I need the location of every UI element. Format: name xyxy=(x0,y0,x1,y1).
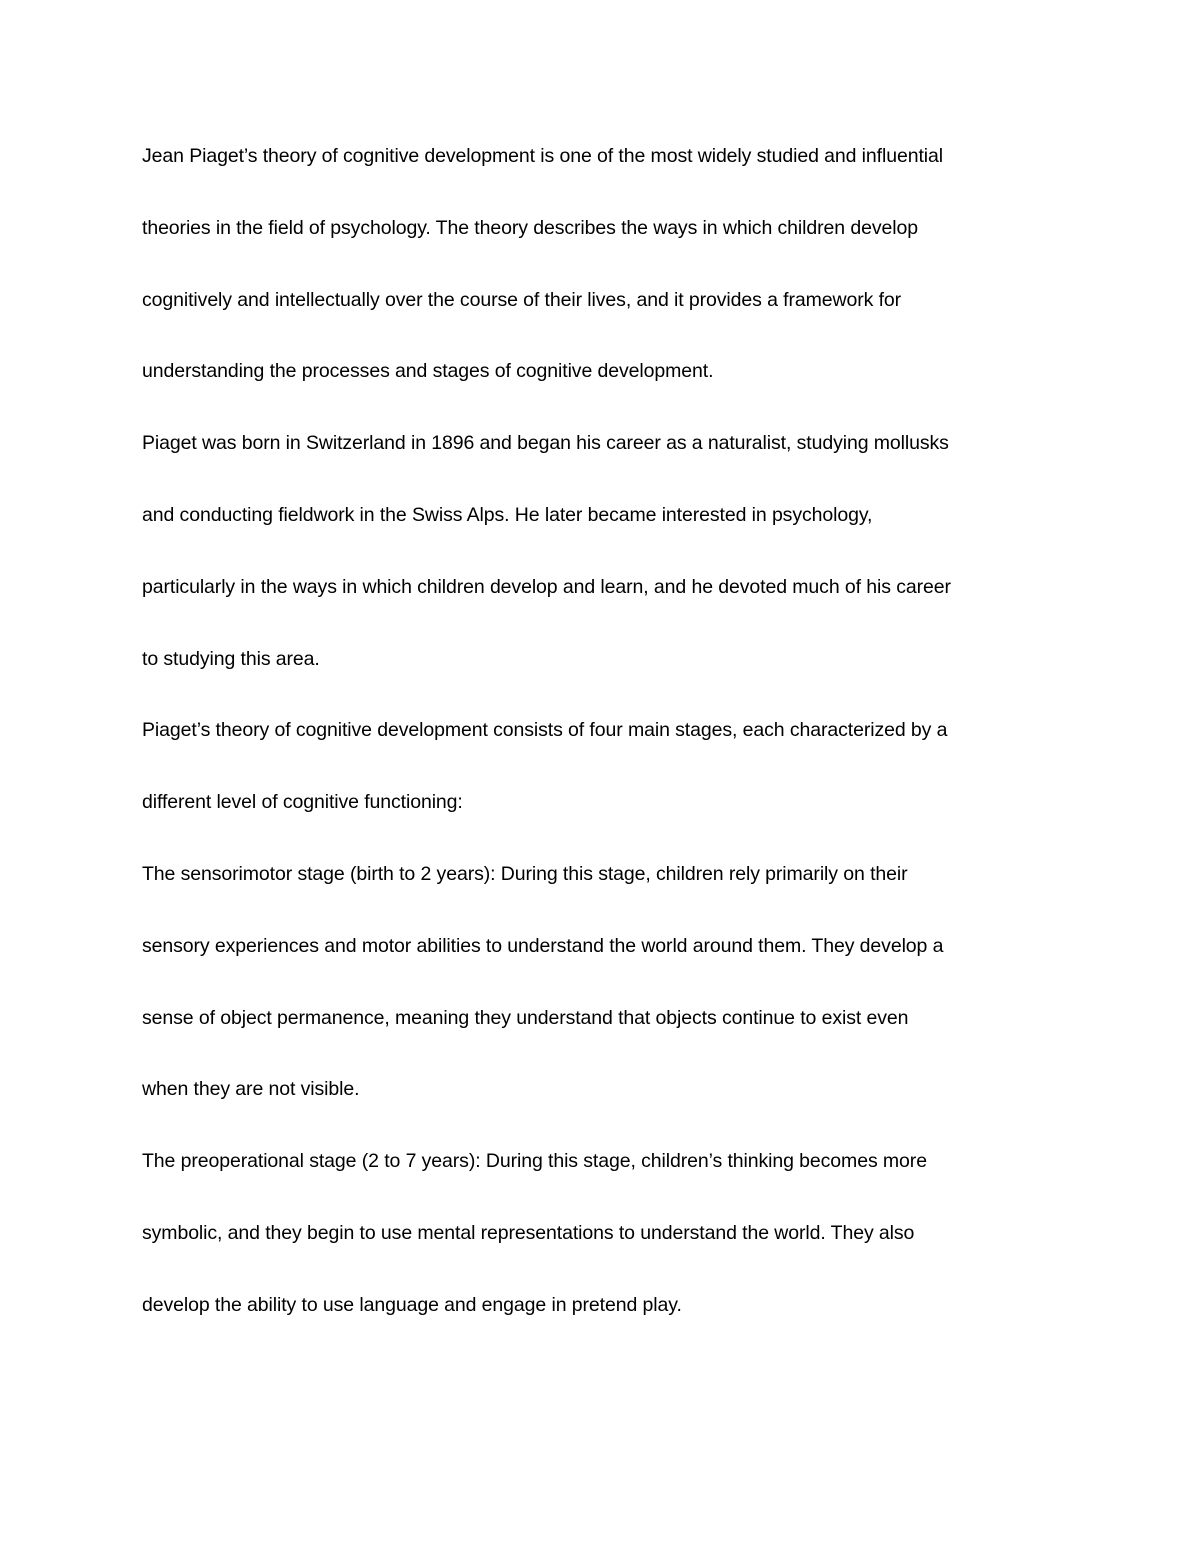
text-line: The preoperational stage (2 to 7 years): During this stage, children’s thinking becomes more xyxy=(142,1150,927,1173)
text-line: symbolic, and they begin to use mental representations to understand the world. They also xyxy=(142,1221,915,1244)
text-line: sense of object permanence, meaning they understand that objects continue to exist even xyxy=(142,1006,909,1029)
text-line: Piaget was born in Switzerland in 1896 and began his career as a naturalist, studying mollusks xyxy=(142,432,949,455)
text-line: and conducting fieldwork in the Swiss Alps. He later became interested in psychology, xyxy=(142,503,873,526)
document-body xyxy=(142,137,1062,1358)
text-line: Jean Piaget’s theory of cognitive development is one of the most widely studied and influential xyxy=(142,145,943,167)
text-line: different level of cognitive functioning: xyxy=(142,791,463,814)
text-line: Piaget’s theory of cognitive development consists of four main stages, each characterized by a xyxy=(142,719,948,742)
text-line: develop the ability to use language and engage in pretend play. xyxy=(142,1293,682,1316)
text-line: particularly in the ways in which children develop and learn, and he devoted much of his career xyxy=(142,575,951,598)
text-line: The sensorimotor stage (birth to 2 years): During this stage, children rely primarily on their xyxy=(142,862,908,885)
text-line: cognitively and intellectually over the course of their lives, and it provides a framework for xyxy=(142,288,902,311)
text-line: understanding the processes and stages of cognitive development. xyxy=(142,360,714,383)
text-line: sensory experiences and motor abilities to understand the world around them. They develop a xyxy=(142,934,944,957)
text-line: when they are not visible. xyxy=(142,1078,360,1101)
text-line: theories in the field of psychology. The theory describes the ways in which children develop xyxy=(142,216,918,239)
text-line: to studying this area. xyxy=(142,647,320,670)
